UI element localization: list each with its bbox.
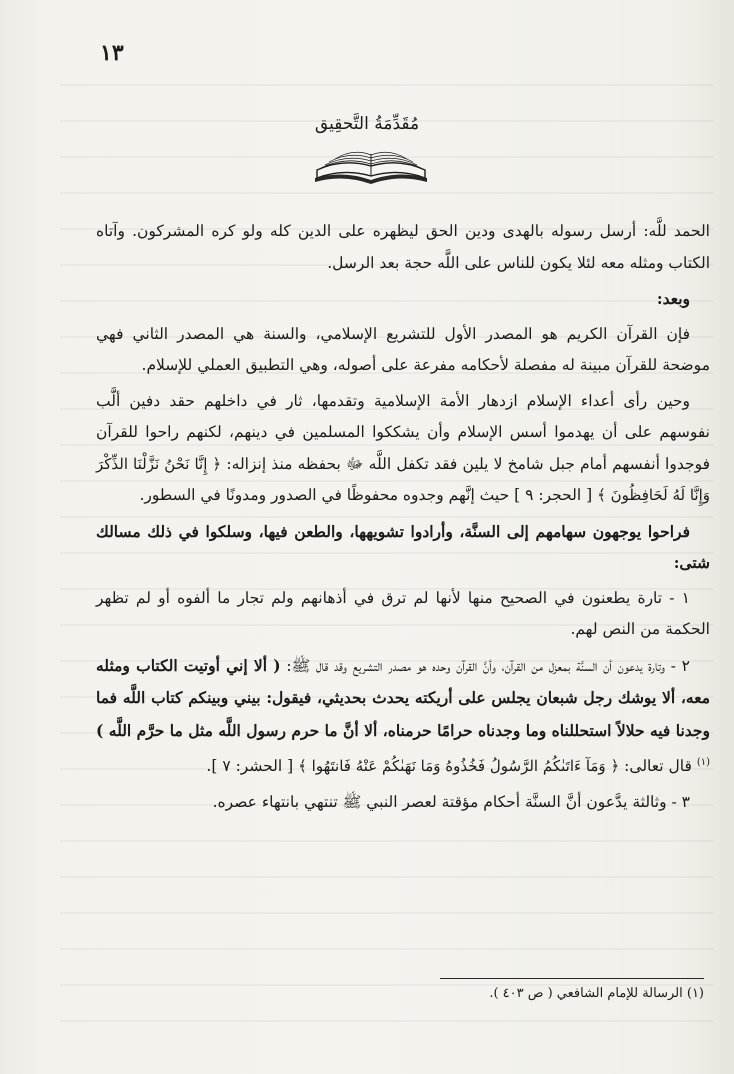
quran-verse-hijr: ﴿ إِنَّا نَحْنُ نَزَّلْنَا الذِّكْرَ وَإِنَّا لَهُ لَحَافِظُونَ ﴾ [96,454,710,504]
footnote-marker: (١) [696,757,710,768]
verse-reference-hijr: [ الحجر: ٩ ] [514,486,593,504]
paragraph-attacks: فراحوا يوجهون سهامهم إلى السنَّة، وأرادوا تشويهها، والطعن فيها، وسلكوا في ذلك مسالك شتى: [96,521,710,572]
paragraph-sources: فإن القرآن الكريم هو المصدر الأول للتشريع الإسلامي، والسنة هي المصدر الثاني فهي موضحة للقرآن مبينة له مفصلة لأحكامه مفرعة على أصوله، وهي التطبيق العملي للإسلام. [96,324,710,374]
body-text [96,216,710,822]
section-heading: مُقَدِّمَةُ التَّحقِيق [314,114,420,134]
paragraph-enemies-end: حيث إنَّهم وجدوه محفوظًا في الصدور ومدونًا في السطور. [139,486,510,504]
verse-reference-hashr: [ الحشر: ٧ ]. [206,757,294,776]
page-number: ١٣ [100,40,124,66]
paragraph-point-2 [96,650,710,783]
hadith-quote: ( ألا إني أوتيت الكتاب ومثله معه، ألا يوشك رجل شبعان يجلس على أريكته يحدث بحديثي، فيقول: بيني وبينكم كتاب اللَّه فما وجدنا فيه حلالاً استحللناه وما وجدناه حرامًا حرمناه، ألا أنَّ ما حرم رسول اللَّه مثل ما حرَّم اللَّه ) [96,655,710,740]
point-2-text: ٢ - وتارة يدعون أن السنَّة بمعزل من القرآن، وأنَّ القرآن وحده هو مصدر التشريع وقد قال ﷺ: [286,656,690,675]
paragraph-opening: الحمد للَّه: أرسل رسوله بالهدى ودين الحق ليظهره على الدين كله ولو كره المشركون. وآتاه الكتاب ومثله معه لئلا يكون للناس على اللَّه حجة بعد الرسل. [96,222,710,272]
open-book-icon [313,140,429,186]
paragraph-enemies-text: وحين رأى أعداء الإسلام ازدهار الأمة الإسلامية وتقدمها، ثار في داخلهم حقد دفين ألَّب نفوسهم على أن يهدموا أسس الإسلام وأن يشككوا المسلمين في دينهم، لكنهم راحوا للقرآن فوجدوا أنفسهم أمام جبل شامخ لا يلين فقد تكفل اللَّه ﷻ بحفظه منذ إنزاله: [96,391,710,473]
point-2-continued: قال تعالى: [624,757,692,776]
footnote: (١) الرسالة للإمام الشافعي ( ص ٤٠٣ ). [489,986,704,1001]
paragraph-point-3: ٣ - وثالثة يدَّعون أنَّ السنَّة أحكام مؤقتة لعصر النبي ﷺ تنتهي بانتهاء عصره. [212,792,690,811]
quran-verse-hashr: ﴿ وَمَآ ءَاتَىٰكُمُ الرَّسُولُ فَخُذُوهُ وَمَا نَهَىٰكُمْ عَنْهُ فَانتَهُوا ﴾ [298,757,620,776]
paragraph-ammaba3d: وبعد: [656,289,690,308]
paragraph-enemies [96,386,710,512]
footnote-separator [440,978,704,979]
paragraph-point-1: ١ - تارة يطعنون في الصحيح منها لأنها لم ترق في أذهانهم ولم تجار ما ألفوه أو لم تظهر الحكمة من النص لهم. [96,588,710,638]
